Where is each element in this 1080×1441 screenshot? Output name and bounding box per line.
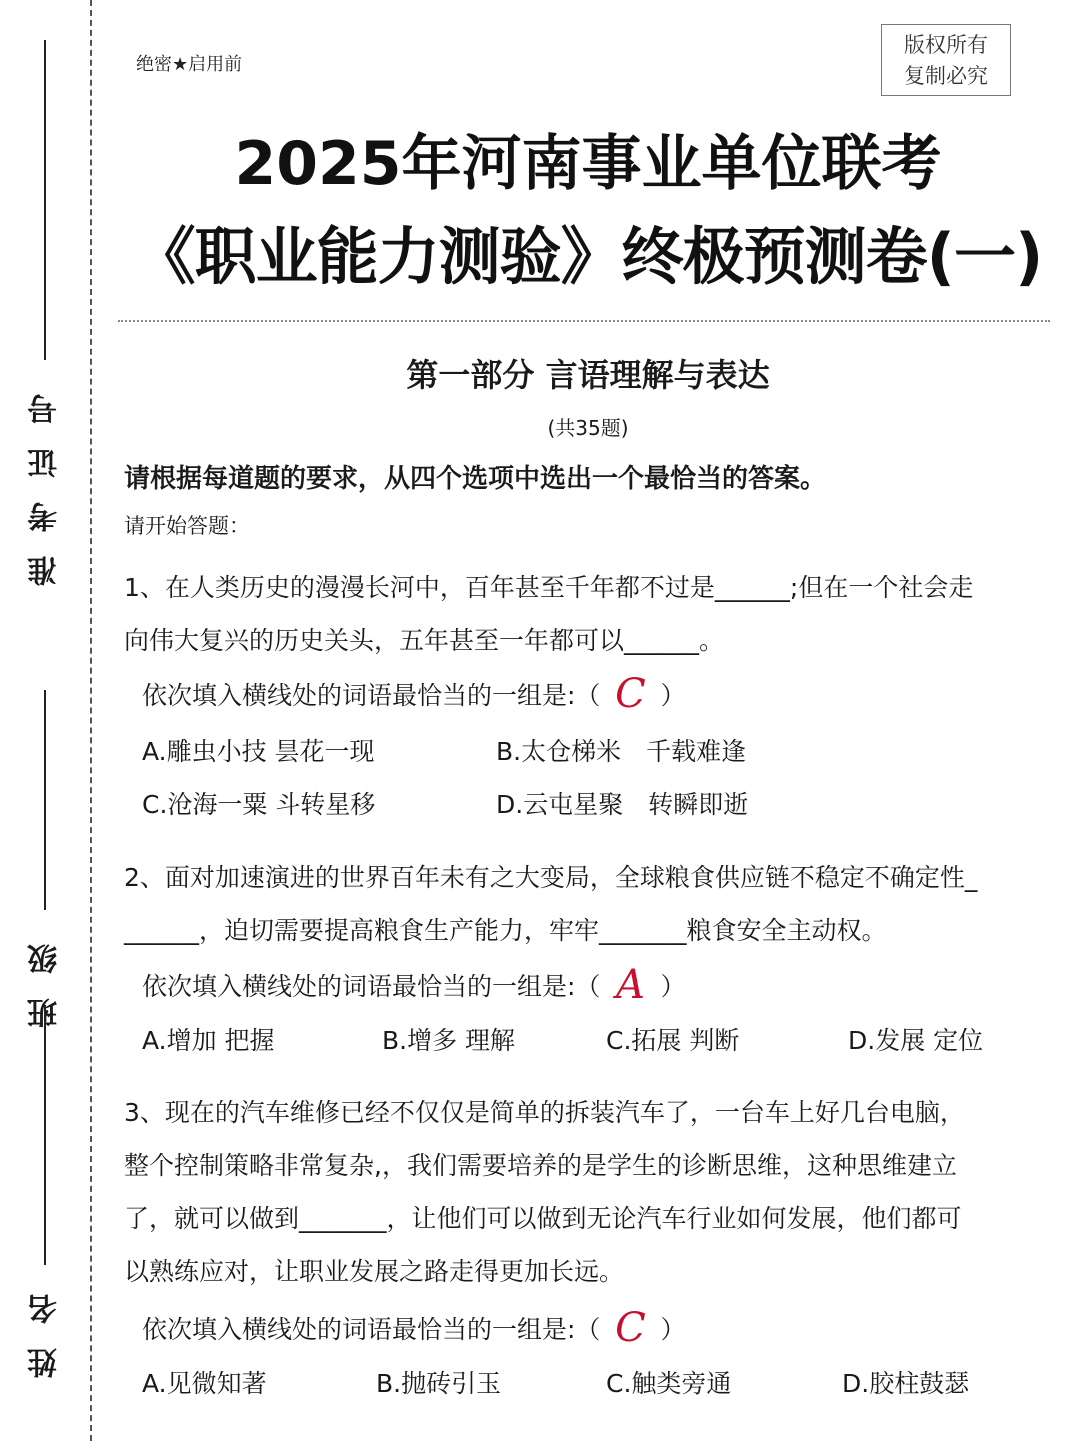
copyright-box (881, 24, 1011, 96)
class-field (26, 920, 66, 1028)
question-1-stem (124, 561, 1054, 667)
question-count: (共35题) (547, 416, 629, 440)
cut-line (90, 0, 92, 1441)
option-d: D.发展 定位 (848, 1026, 984, 1055)
section-title: 第一部分 言语理解与表达 (406, 356, 770, 394)
copyright-line-1: 版权所有 (904, 33, 988, 57)
question-line: 整个控制策略非常复杂,，我们需要培养的是学生的诊断思维，这种思维建立 (124, 1151, 957, 1180)
question-line: 了，就可以做到_______，让他们可以做到无论汽车行业如何发展，他们都可 (124, 1204, 962, 1233)
question-2-stem (124, 851, 1054, 957)
begin-text: 请开始答题： (124, 514, 250, 538)
question-3-prompt (142, 1305, 686, 1351)
question-2-prompt (142, 962, 686, 1008)
name-field (26, 1270, 66, 1378)
exam-number-label: 准考证号 (28, 370, 63, 586)
option-d: D.云屯星聚 转瞬即逝 (496, 790, 749, 819)
binding-strip (0, 0, 96, 1441)
class-write-line (44, 690, 46, 910)
question-3-stem (124, 1086, 1054, 1298)
option-b: B.增多 理解 (382, 1026, 516, 1055)
question-line: 2、面对加速演进的世界百年未有之大变局，全球粮食供应链不稳定不确定性_ (124, 863, 978, 892)
handwritten-answer: C (615, 671, 646, 717)
handwritten-answer: A (615, 962, 645, 1008)
title-line-2: 《职业能力测验》终极预测卷(一) (133, 220, 1043, 293)
question-1-prompt (142, 671, 686, 717)
prompt-close: ） (660, 681, 686, 710)
exam-number-field (26, 370, 66, 586)
title-line-1: 2025年河南事业单位联考 (234, 129, 942, 199)
option-a: A.雕虫小技 昙花一现 (142, 737, 375, 766)
prompt-close: ） (660, 1315, 686, 1344)
secret-mark: 绝密★启用前 (136, 54, 243, 75)
name-label: 姓名 (28, 1270, 63, 1378)
prompt-text: 依次填入横线处的词语最恰当的一组是:（ (142, 1315, 601, 1344)
option-b: B.抛砖引玉 (376, 1369, 502, 1398)
name-write-line (44, 1005, 46, 1265)
handwritten-answer: C (615, 1305, 646, 1351)
question-line: ______，迫切需要提高粮食生产能力，牢牢_______粮食安全主动权。 (124, 916, 887, 945)
instruction-text: 请根据每道题的要求，从四个选项中选出一个最恰当的答案。 (124, 464, 827, 494)
exam-number-write-line (44, 40, 46, 360)
question-line: 3、现在的汽车维修已经不仅仅是简单的拆装汽车了，一台车上好几台电脑， (124, 1098, 965, 1127)
question-line: 1、在人类历史的漫漫长河中，百年甚至千年都不过是______;但在一个社会走 (124, 573, 974, 602)
option-d: D.胶柱鼓瑟 (842, 1369, 970, 1398)
option-c: C.触类旁通 (606, 1369, 732, 1398)
prompt-close: ） (660, 972, 686, 1001)
class-label: 班级 (28, 920, 63, 1028)
question-line: 向伟大复兴的历史关头，五年甚至一年都可以______。 (124, 626, 725, 655)
option-a: A.见微知著 (142, 1369, 267, 1398)
prompt-text: 依次填入横线处的词语最恰当的一组是:（ (142, 681, 601, 710)
copyright-line-2: 复制必究 (904, 64, 988, 88)
prompt-text: 依次填入横线处的词语最恰当的一组是:（ (142, 972, 601, 1001)
option-c: C.拓展 判断 (606, 1026, 740, 1055)
option-a: A.增加 把握 (142, 1026, 275, 1055)
option-b: B.太仓梯米 千载难逢 (496, 737, 747, 766)
question-line: 以熟练应对，让职业发展之路走得更加长远。 (124, 1257, 625, 1286)
option-c: C.沧海一粟 斗转星移 (142, 790, 376, 819)
dotted-divider (118, 320, 1050, 322)
